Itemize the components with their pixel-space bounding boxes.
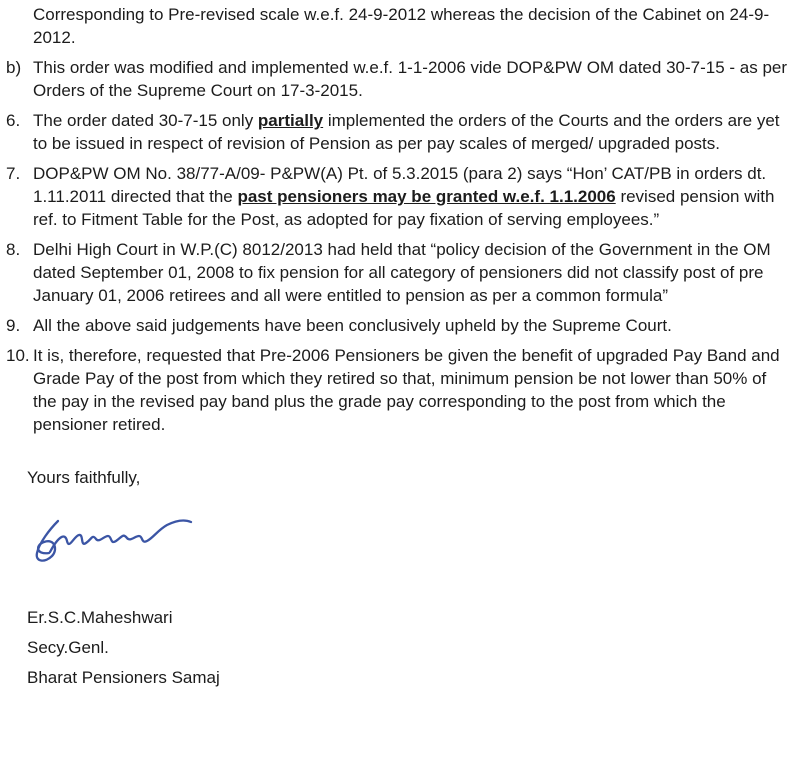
list-marker: 8.: [6, 240, 21, 259]
paragraph-text: [33, 3, 790, 49]
signatory-name: Er.S.C.Maheshwari: [27, 608, 173, 627]
text-segment: The order dated 30-7-15 only: [33, 111, 258, 130]
text-segment: implemented the orders of the Courts and the orders are yet to be issued in respect of revision of Pension as per pay scales of merged/ upgraded posts.: [33, 111, 780, 153]
list-item: [6, 162, 790, 231]
text-segment: revised pension with ref. to Fitment Table for the Post, as adopted for pay fixation of serving employees.”: [33, 187, 775, 229]
list-item: [6, 3, 790, 49]
signature-image: [6, 505, 790, 597]
emphasized-text: partially: [257, 111, 324, 130]
handwritten-signature-icon: [24, 505, 219, 575]
text-segment: Delhi High Court in W.P.(C) 8012/2013 had held that “policy decision of the Government in the OM dated September 01, 2008 to fix pension for all category of pensioners did not classify post of pre January 01, 2006 retirees and all were entitled to pension as per a common formula”: [33, 240, 771, 305]
list-item: [6, 109, 790, 155]
text-segment: It is, therefore, requested that Pre-2006 Pensioners be given the benefit of upgraded Pay Band and Grade Pay of the post from which they retired so that, minimum pension be not lower than 50% of the pay in the revised pay band plus the grade pay corresponding to the post from which the pensioner retired.: [33, 346, 780, 434]
list-marker: [6, 3, 33, 49]
paragraph-text: [33, 162, 790, 231]
list-marker: 10.: [6, 346, 30, 365]
list-item: [6, 344, 790, 436]
text-segment: Corresponding to Pre-revised scale w.e.f. 24-9-2012 whereas the decision of the Cabinet on 24-9-2012.: [33, 5, 770, 47]
emphasized-text: past pensioners may be granted w.e.f. 1.1.2006: [237, 187, 616, 206]
paragraph-text: [33, 109, 790, 155]
list-marker: 9.: [6, 316, 21, 335]
paragraph-text: [33, 56, 790, 102]
list-item: [6, 238, 790, 307]
text-segment: DOP&PW OM No. 38/77-A/09- P&PW(A) Pt. of 5.3.2015 (para 2) says “Hon’ CAT/PB in orders dt. 1.11.2011 directed that the: [33, 164, 767, 206]
closing-salutation: Yours faithfully,: [27, 468, 141, 487]
list-marker: 7.: [6, 164, 21, 183]
list-item: [6, 56, 790, 102]
paragraph-text: [33, 238, 790, 307]
list-item: [6, 314, 790, 337]
list-marker: b): [6, 58, 22, 77]
paragraph-text: [33, 344, 790, 436]
paragraph-text: [33, 314, 790, 337]
signatory-designation: Secy.Genl.: [27, 638, 109, 657]
text-segment: This order was modified and implemented w.e.f. 1-1-2006 vide DOP&PW OM dated 30-7-15 - as per Orders of the Supreme Court on 17-3-2015.: [33, 58, 788, 100]
text-segment: All the above said judgements have been conclusively upheld by the Supreme Court.: [33, 316, 672, 335]
list-marker: 6.: [6, 111, 21, 130]
signature-block: [6, 603, 790, 693]
signatory-organization: Bharat Pensioners Samaj: [27, 668, 220, 687]
